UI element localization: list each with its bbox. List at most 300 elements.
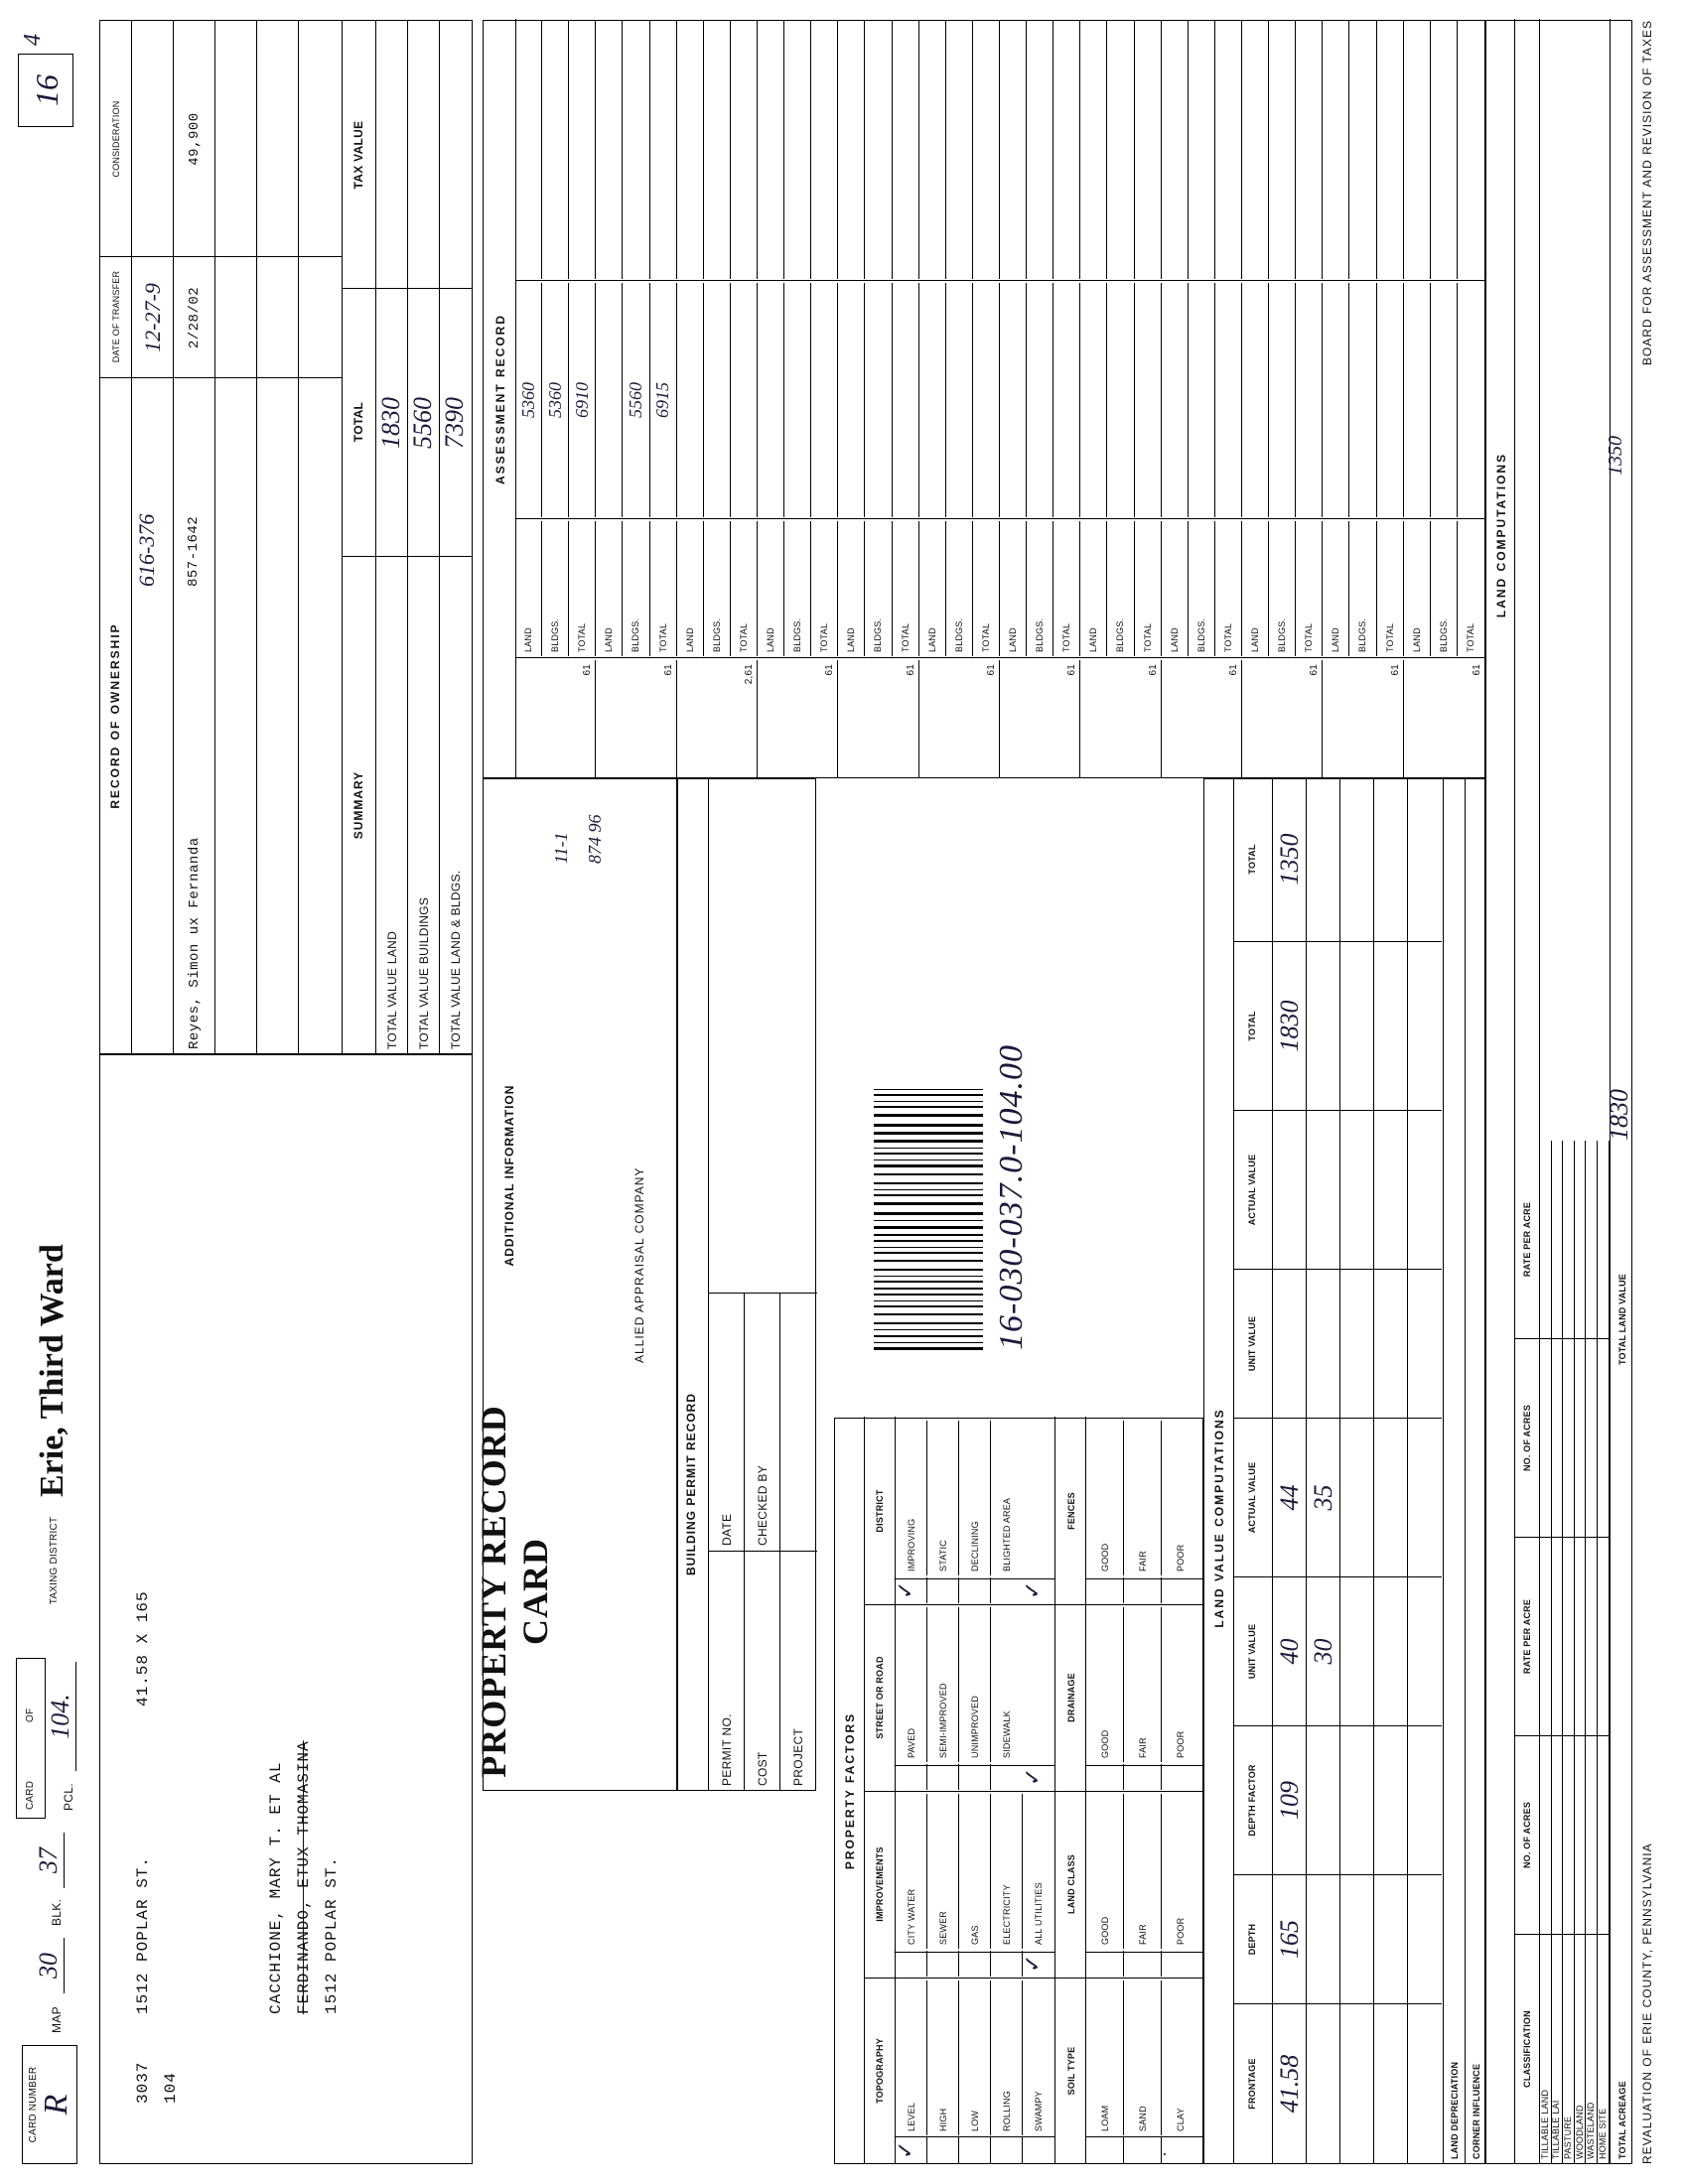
land-class-list (1086, 1792, 1203, 1977)
lvc-cell-depth-factor[interactable] (1374, 1726, 1408, 1875)
lvc-cell-unit-value2[interactable] (1374, 1270, 1408, 1419)
assessment-tax-value[interactable] (973, 21, 1000, 279)
lvc-cell-depth-factor[interactable] (1307, 1726, 1340, 1875)
assessment-tax-value[interactable] (596, 21, 623, 279)
land-class-check-cell[interactable] (1086, 1951, 1124, 1977)
label-fences: FENCES (1065, 1492, 1076, 1530)
ownership-title: RECORD OF OWNERSHIP (108, 622, 122, 809)
drainage-good: GOOD (1086, 1607, 1124, 1762)
lvc-col-actual-value2: ACTUAL VALUE (1233, 1111, 1272, 1270)
lvc-cell-actual-value[interactable] (1408, 1419, 1442, 1577)
assessment-label-bldgs: BLDGS. (784, 521, 811, 656)
lc-col-no-of-acres: NO. OF ACRES (1514, 1736, 1539, 1935)
street-check-cell[interactable] (959, 1764, 991, 1790)
drainage-fair: FAIR (1124, 1607, 1162, 1762)
assessment-label-total: TOTAL (569, 521, 596, 656)
lvc-cell-unit-value2[interactable] (1307, 1270, 1340, 1419)
summary-col-tax-value: TAX VALUE (351, 120, 365, 190)
lc-row-home-site: HOME SITE (1598, 1935, 1610, 2163)
lc-cell[interactable] (1563, 1141, 1575, 1339)
assessment-tax-value[interactable] (1080, 21, 1107, 279)
assessment-tax-value[interactable] (758, 21, 784, 279)
lvc-cell-unit-value[interactable]: 30 (1307, 1577, 1340, 1726)
lvc-cell-actual-value[interactable] (1374, 1419, 1408, 1577)
topography-rolling: ROLLING (991, 1980, 1023, 2135)
permit-row-project: PROJECT (791, 1727, 805, 1786)
lvc-cell-depth[interactable] (1408, 1875, 1442, 2004)
lvc-cell-actual-value2[interactable] (1307, 1111, 1340, 1270)
owner-name (132, 517, 174, 1053)
assessment-tax-value[interactable] (1242, 21, 1269, 279)
card-label: CARD (25, 1780, 36, 1810)
street-check-cell[interactable] (896, 1764, 927, 1790)
land-class-good: GOOD (1086, 1794, 1124, 1949)
lc-cell[interactable] (1552, 1141, 1564, 1339)
assessment-value[interactable] (946, 283, 973, 517)
drainage-check-cell[interactable] (1086, 1764, 1124, 1790)
assessment-label-land: LAND (758, 521, 784, 656)
lvc-col-depth: DEPTH (1233, 1875, 1272, 2004)
lc-cell[interactable] (1575, 1538, 1587, 1736)
corner-influence-row (1465, 777, 1486, 2163)
assessment-value[interactable] (1107, 283, 1134, 517)
lvc-cell-total2[interactable] (1307, 777, 1340, 942)
improvement-check-cell[interactable] (927, 1951, 959, 1977)
lc-cell[interactable] (1563, 1538, 1575, 1736)
lvc-cell-unit-value[interactable] (1374, 1577, 1408, 1726)
lc-cell[interactable] (1563, 1339, 1575, 1538)
assessment-tax-value[interactable] (677, 21, 704, 279)
assessment-year: 61 (1080, 660, 1161, 777)
lvc-cell-unit-value[interactable]: 40 (1273, 1577, 1307, 1726)
drainage-check-cell[interactable] (1124, 1764, 1162, 1790)
land-computations-title: LAND COMPUTATIONS (1494, 452, 1508, 618)
assessment-value[interactable] (1053, 283, 1080, 517)
assessment-tax-value[interactable] (1215, 21, 1242, 279)
drainage-poor: POOR (1176, 1730, 1186, 1758)
lc-cell[interactable] (1540, 1339, 1552, 1538)
barcode-image (874, 993, 983, 1350)
improvement-all-utilities: ALL UTILITIES (1034, 1882, 1044, 1945)
topography-check-cell[interactable] (959, 2137, 991, 2163)
assessment-value[interactable] (1135, 283, 1162, 517)
lvc-cell-total[interactable] (1340, 942, 1374, 1111)
transfer-date: 12-27-9 (140, 283, 165, 352)
assessment-tax-value[interactable] (1107, 21, 1134, 279)
assessment-value[interactable] (784, 283, 811, 517)
assessment-label-total: TOTAL (1215, 521, 1242, 656)
page-number-box (18, 54, 73, 127)
building-permit-record (677, 778, 816, 1791)
assessment-tax-value[interactable] (1404, 21, 1431, 279)
label-land-class: LAND CLASS (1065, 1854, 1076, 1914)
lc-cell[interactable] (1575, 1141, 1587, 1339)
street-check-cell[interactable] (991, 1764, 1023, 1790)
soil-type-list (1086, 1979, 1203, 2163)
summary-row-tax-value (438, 25, 472, 287)
lvc-cell-unit-value2[interactable] (1408, 1270, 1442, 1419)
lvc-cell-frontage[interactable] (1307, 2004, 1340, 2163)
assessment-value[interactable] (1162, 283, 1189, 517)
lvc-cell-actual-value2[interactable] (1273, 1111, 1307, 1270)
owner-line-3: 1512 POPLAR ST. (323, 1855, 341, 2014)
assessment-value[interactable] (865, 283, 892, 517)
appraisal-company: ALLIED APPRAISAL COMPANY (632, 1166, 646, 1363)
assessment-label-total: TOTAL (1466, 622, 1476, 652)
assessment-label-bldgs: BLDGS. (704, 521, 731, 656)
assessment-label-land: LAND (919, 521, 946, 656)
card-of-box (16, 1658, 46, 1819)
soil-sand: SAND (1124, 1980, 1162, 2135)
lc-cell[interactable] (1598, 1538, 1610, 1736)
taxing-district-label: TAXING DISTRICT (49, 1516, 60, 1605)
assessment-label-total: TOTAL (811, 521, 838, 656)
assessment-tax-value[interactable] (1162, 21, 1189, 279)
lc-cell[interactable] (1552, 1339, 1564, 1538)
assessment-value[interactable] (1323, 283, 1349, 517)
assessment-tax-value[interactable] (1189, 21, 1215, 279)
assessment-value[interactable] (1080, 283, 1107, 517)
improvement-check-cell[interactable] (991, 1951, 1023, 1977)
lc-cell[interactable] (1598, 1736, 1610, 1935)
card-number-box (22, 2045, 77, 2164)
lc-cell[interactable] (1586, 1736, 1598, 1935)
assessment-value[interactable]: 6915 (650, 283, 677, 517)
assessment-value[interactable] (677, 283, 704, 517)
lvc-cell-depth[interactable] (1340, 1875, 1374, 2004)
lc-cell[interactable] (1586, 1141, 1598, 1339)
assessment-value[interactable] (973, 283, 1000, 517)
assessment-label-bldgs: BLDGS. (1107, 521, 1134, 656)
table-row (408, 21, 440, 1053)
assessment-tax-value[interactable] (1349, 21, 1376, 279)
assessment-label-land: LAND (515, 521, 542, 656)
assessment-tax-value[interactable] (515, 21, 542, 279)
assessment-tax-value[interactable] (623, 21, 649, 279)
district-blighted-area: BLIGHTED AREA (1002, 1497, 1012, 1571)
soil-check-cell[interactable] (1162, 2137, 1199, 2163)
street-check-cell[interactable] (927, 1764, 959, 1790)
pcl-value: 104. (46, 1662, 76, 1771)
lvc-cell-depth-factor[interactable] (1408, 1726, 1442, 1875)
improvement-sewer: SEWER (927, 1794, 959, 1949)
assessment-tax-value[interactable] (946, 21, 973, 279)
district-static: STATIC (927, 1421, 959, 1575)
assessment-value[interactable] (1458, 283, 1484, 517)
total-land-value-right: 1350 (1605, 436, 1626, 476)
lvc-cell-unit-value2[interactable] (1273, 1270, 1307, 1419)
map-label: MAP (50, 2006, 64, 2033)
assessment-value[interactable]: 5560 (623, 283, 649, 517)
assessment-value[interactable] (1349, 283, 1376, 517)
lvc-cell-depth-factor[interactable] (1340, 1726, 1374, 1875)
record-of-ownership (99, 20, 473, 1054)
assessment-label-total: TOTAL (973, 521, 1000, 656)
table-row (376, 21, 408, 1053)
permit-row-permit-no: PERMIT NO. (720, 1713, 734, 1786)
fence-check-cell[interactable] (1124, 1577, 1162, 1603)
title-block (474, 778, 677, 1791)
summary-title: SUMMARY (351, 770, 365, 840)
lc-cell[interactable] (1598, 1141, 1610, 1339)
lc-cell[interactable] (1552, 1538, 1564, 1736)
lvc-cell-frontage[interactable] (1374, 2004, 1408, 2163)
assessment-label-bldgs: BLDGS. (1027, 521, 1053, 656)
assessment-value[interactable] (893, 283, 919, 517)
lc-row-pasture: PASTURE (1563, 1935, 1575, 2163)
taxing-district-value: Erie, Third Ward (34, 1244, 70, 1497)
street-unimproved: UNIMPROVED (959, 1607, 991, 1762)
assessment-value[interactable] (1431, 283, 1458, 517)
assessment-tax-value[interactable] (1323, 21, 1349, 279)
property-factors-header-2 (1054, 1417, 1086, 2163)
map-value: 30 (34, 1938, 65, 1993)
lvc-cell-total2[interactable]: 1350 (1273, 777, 1307, 942)
assessment-tax-value[interactable] (542, 21, 569, 279)
assessment-value[interactable] (811, 283, 838, 517)
lc-row-tillable-land: TILLABLE LAND (1540, 1935, 1552, 2163)
col-district: DISTRICT (874, 1489, 885, 1533)
assessment-tax-value[interactable] (569, 21, 596, 279)
assessment-value[interactable]: 5360 (515, 283, 542, 517)
assessment-tax-value[interactable] (1269, 21, 1296, 279)
lc-cell[interactable] (1552, 1736, 1564, 1935)
assessment-label-total: TOTAL (731, 521, 758, 656)
corner-number: 4 (20, 34, 46, 46)
lc-cell[interactable] (1540, 1736, 1552, 1935)
lvc-cell-total2[interactable] (1408, 777, 1442, 942)
lc-col-rate-per-acre: RATE PER ACRE (1514, 1538, 1539, 1736)
owner-line-1: CACCHIONE, MARY T. ET AL (267, 1761, 285, 2014)
col-street-or-road: STREET OR ROAD (874, 1656, 885, 1739)
topography-check-cell[interactable] (1023, 2137, 1054, 2163)
assessment-year: 61 (1242, 660, 1323, 777)
blk-value: 37 (34, 1833, 65, 1888)
lvc-cell-total[interactable] (1408, 942, 1442, 1111)
assessment-tax-value[interactable] (731, 21, 758, 279)
lc-cell[interactable] (1540, 1141, 1552, 1339)
lvc-cell-actual-value[interactable]: 44 (1273, 1419, 1307, 1577)
assessment-value[interactable]: 6910 (569, 283, 596, 517)
topography-check-cell[interactable] (991, 2137, 1023, 2163)
lvc-cell-depth[interactable] (1374, 1875, 1408, 2004)
assessment-label-total: TOTAL (893, 521, 919, 656)
soil-check-cell[interactable] (1086, 2137, 1124, 2163)
assessment-label-land: LAND (1080, 521, 1107, 656)
lc-col-no-of-acres: NO. OF ACRES (1514, 1339, 1539, 1538)
lvc-cell-actual-value[interactable]: 35 (1307, 1419, 1340, 1577)
col-improvements: IMPROVEMENTS (874, 1846, 885, 1922)
permit-title: BUILDING PERMIT RECORD (684, 1393, 698, 1575)
lc-cell[interactable] (1575, 1339, 1587, 1538)
assessment-label-total: TOTAL (1296, 521, 1323, 656)
header-strip (16, 20, 93, 2164)
assessment-value[interactable] (1000, 283, 1027, 517)
assessment-value[interactable]: 5360 (542, 283, 569, 517)
lc-cell[interactable] (1540, 1538, 1552, 1736)
assessment-tax-value[interactable] (811, 21, 838, 279)
assessment-value[interactable] (1404, 283, 1431, 517)
lvc-cell-actual-value2[interactable] (1408, 1111, 1442, 1270)
drainage-list (1086, 1605, 1203, 1790)
lvc-cell-frontage[interactable] (1408, 2004, 1442, 2163)
lvc-cell-total[interactable]: 1830 (1273, 942, 1307, 1111)
assessment-value[interactable] (1027, 283, 1053, 517)
ownership-rows (132, 21, 343, 1053)
col-consideration: CONSIDERATION (111, 100, 121, 178)
total-land-value: 1830 (1605, 1089, 1633, 1141)
of-label: OF (25, 1707, 36, 1722)
topography-check-cell[interactable] (927, 2137, 959, 2163)
lvc-cell-unit-value[interactable] (1408, 1577, 1442, 1726)
lc-cell[interactable] (1598, 1339, 1610, 1538)
soil-clay: CLAY (1176, 2108, 1186, 2131)
lvc-cell-total2[interactable] (1374, 777, 1408, 942)
lc-row-tillable-lai: TILLABLE LAI (1552, 1935, 1564, 2163)
assessment-tax-value[interactable] (1431, 21, 1458, 279)
lc-cell[interactable] (1575, 1736, 1587, 1935)
assessment-tax-value[interactable] (650, 21, 677, 279)
lc-cell[interactable] (1586, 1538, 1598, 1736)
property-factors (834, 1418, 1203, 2164)
assessment-year: 61 (1323, 660, 1403, 777)
topography-list (896, 1979, 1054, 2163)
check-clay-mark: · (1155, 2151, 1175, 2157)
assessment-year: 61 (919, 660, 1000, 777)
owner-block (99, 1054, 473, 2164)
fence-check-cell[interactable] (1162, 1577, 1199, 1603)
assessment-value[interactable] (1377, 283, 1404, 517)
lvc-col-unit-value: UNIT VALUE (1233, 1577, 1272, 1726)
assessment-value[interactable] (731, 283, 758, 517)
district-check-cell[interactable] (959, 1577, 991, 1603)
improvement-check-cell[interactable] (959, 1951, 991, 1977)
summary-row-label: TOTAL VALUE LAND (384, 930, 399, 1049)
assessment-tax-value[interactable] (1296, 21, 1323, 279)
land-depreciation-label: LAND DEPRECIATION (1449, 2061, 1460, 2159)
summary-row-tax-value (406, 25, 440, 287)
land-class-check-cell[interactable] (1124, 1951, 1162, 1977)
owner-phone: 616-376 (134, 513, 159, 587)
lvc-cell-total[interactable] (1374, 942, 1408, 1111)
assessment-tax-value[interactable] (1458, 21, 1484, 279)
improvement-gas: GAS (959, 1794, 991, 1949)
assessment-label-land: LAND (1404, 521, 1431, 656)
owner-line-2: FERDINANDO, ETUX THOMASINA (295, 1740, 313, 2014)
assessment-value[interactable] (1189, 283, 1215, 517)
assessment-value[interactable] (1242, 283, 1269, 517)
soil-check-cell[interactable] (1124, 2137, 1162, 2163)
street-semi-improved: SEMI-IMPROVED (927, 1607, 959, 1762)
assessment-value[interactable] (838, 283, 865, 517)
summary-row-label: TOTAL VALUE LAND & BLDGS. (448, 870, 463, 1049)
lvc-cell-actual-value2[interactable] (1374, 1111, 1408, 1270)
topography-low: LOW (959, 1980, 991, 2135)
assessment-label-bldgs: BLDGS. (542, 521, 569, 656)
lvc-cell-actual-value[interactable] (1340, 1419, 1374, 1577)
blk-label: BLK. (50, 1898, 64, 1926)
improvements-list (896, 1792, 1054, 1977)
summary-header (343, 21, 376, 1053)
lvc-cell-total[interactable] (1307, 942, 1340, 1111)
improvement-check-cell[interactable] (896, 1951, 927, 1977)
drainage-check-cell[interactable] (1162, 1764, 1199, 1790)
table-row (132, 21, 174, 1053)
district-check-cell[interactable] (991, 1577, 1023, 1603)
assessment-label-total: TOTAL (1377, 521, 1404, 656)
lc-cell[interactable] (1563, 1736, 1575, 1935)
barcode-block (874, 933, 1172, 1350)
lvc-cell-actual-value2[interactable] (1340, 1111, 1374, 1270)
assessment-year: 61 (515, 660, 596, 777)
lvc-cell-depth[interactable]: 165 (1273, 1875, 1307, 2004)
assessment-tax-value[interactable] (893, 21, 919, 279)
assessment-margin-notes (544, 815, 612, 865)
lvc-cell-frontage[interactable]: 41.58 (1273, 2004, 1307, 2163)
lvc-cell-unit-value[interactable] (1340, 1577, 1374, 1726)
assessment-tax-value[interactable] (784, 21, 811, 279)
check-sidewalk: ✓ (1020, 1767, 1045, 1786)
lvc-cell-depth[interactable] (1307, 1875, 1340, 2004)
district-improving: IMPROVING (896, 1421, 927, 1575)
assessment-tax-value[interactable] (865, 21, 892, 279)
assessment-tax-value[interactable] (704, 21, 731, 279)
fence-check-cell[interactable] (1086, 1577, 1124, 1603)
lvc-cell-total2[interactable] (1340, 777, 1374, 942)
lvc-col-frontage: FRONTAGE (1247, 2058, 1257, 2110)
lvc-cell-frontage[interactable] (1340, 2004, 1374, 2163)
lc-cell[interactable] (1586, 1339, 1598, 1538)
summary-col-total: TOTAL (351, 401, 365, 443)
assessment-label-total: TOTAL (1135, 521, 1162, 656)
topography-swampy: SWAMPY (1034, 2091, 1044, 2131)
assessment-value[interactable] (704, 283, 731, 517)
table-row (299, 21, 343, 1053)
soil-loam: LOAM (1086, 1980, 1124, 2135)
assessment-value[interactable] (919, 283, 946, 517)
assessment-tax-value[interactable] (838, 21, 865, 279)
assessment-value[interactable] (1215, 283, 1242, 517)
assessment-tax-value[interactable] (1135, 21, 1162, 279)
assessment-tax-value[interactable] (1377, 21, 1404, 279)
assessment-label-land: LAND (1242, 521, 1269, 656)
table-row (174, 21, 215, 1053)
label-drainage: DRAINAGE (1065, 1673, 1076, 1722)
assessment-label-land: LAND (1000, 521, 1027, 656)
parcel-address: 1512 POPLAR ST. (134, 1855, 152, 2014)
street-paved: PAVED (896, 1607, 927, 1762)
assessment-tax-value[interactable] (1053, 21, 1080, 279)
lvc-col-unit-value2: UNIT VALUE (1233, 1270, 1272, 1419)
lc-row-wasteland: WASTELAND (1586, 1935, 1598, 2163)
summary-rows (376, 21, 472, 1053)
assessment-label-land: LAND (677, 521, 704, 656)
margin-note-2: 874 96 (585, 814, 605, 864)
land-class-check-cell[interactable] (1162, 1951, 1199, 1977)
pcl-label: PCL. (62, 1783, 75, 1811)
assessment-value[interactable] (758, 283, 784, 517)
assessment-value[interactable] (1296, 283, 1323, 517)
lvc-cell-depth-factor[interactable]: 109 (1273, 1726, 1307, 1875)
assessment-tax-value[interactable] (919, 21, 946, 279)
district-check-cell[interactable] (927, 1577, 959, 1603)
assessment-value[interactable] (596, 283, 623, 517)
improvement-city-water: CITY WATER (896, 1794, 927, 1949)
assessment-tax-value[interactable] (1000, 21, 1027, 279)
assessment-value[interactable] (1269, 283, 1296, 517)
assessment-tax-value[interactable] (1027, 21, 1053, 279)
lvc-cell-unit-value2[interactable] (1340, 1270, 1374, 1419)
